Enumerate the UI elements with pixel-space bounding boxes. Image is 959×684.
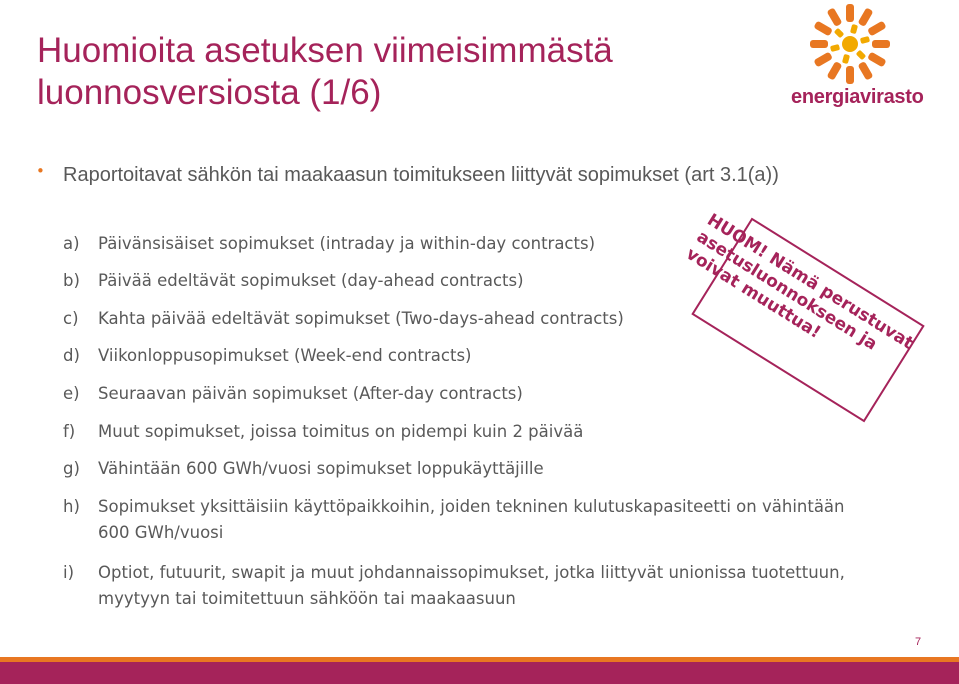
item-label: c) [63, 309, 79, 328]
warning-stamp-text: HUOM! Nämä perustuvat asetusluonnokseen ja voivat muuttua! [682, 209, 917, 355]
item-text: Vähintään 600 GWh/vuosi sopimukset loppukäyttäjille [98, 459, 544, 478]
item-text: Päivänsisäiset sopimukset (intraday ja within-day contracts) [98, 234, 596, 253]
sun-burst-logo [810, 4, 890, 84]
item-label: i) [63, 563, 75, 582]
item-text: Optiot, futuurit, swapit ja muut johdannaissopimukset, jotka liittyvät unionissa tuotettuun, myytyyn tai toimitettuun sähköön tai maakaasuun [98, 563, 845, 608]
item-label: d) [63, 346, 80, 365]
item-label: a) [63, 234, 80, 253]
footer-bar [0, 662, 959, 684]
item-label: h) [63, 497, 80, 516]
item-text: Sopimukset yksittäisiin käyttöpaikkoihin, joiden tekninen kulutuskapasiteetti on vähintään 600 GWh/vuosi [98, 497, 845, 542]
item-text: Seuraavan päivän sopimukset (After-day contracts) [98, 384, 523, 403]
item-text: Viikonloppusopimukset (Week-end contracts) [98, 346, 472, 365]
item-text: Muut sopimukset, joissa toimitus on pidempi kuin 2 päivää [98, 422, 584, 441]
item-label: b) [63, 271, 80, 290]
slide-title: Huomioita asetuksen viimeisimmästä luonnosversiosta (1/6) [37, 31, 613, 112]
page-number: 7 [915, 636, 922, 648]
bullet-icon: • [36, 162, 45, 180]
logo-wordmark: energiavirasto [791, 86, 924, 108]
item-text: Kahta päivää edeltävät sopimukset (Two-days-ahead contracts) [98, 309, 624, 328]
item-label: e) [63, 384, 80, 403]
intro-text: Raportoitavat sähkön tai maakaasun toimitukseen liittyvät sopimukset (art 3.1(a)) [63, 164, 779, 186]
item-label: g) [63, 459, 80, 478]
item-label: f) [63, 422, 76, 441]
item-text: Päivää edeltävät sopimukset (day-ahead contracts) [98, 271, 524, 290]
